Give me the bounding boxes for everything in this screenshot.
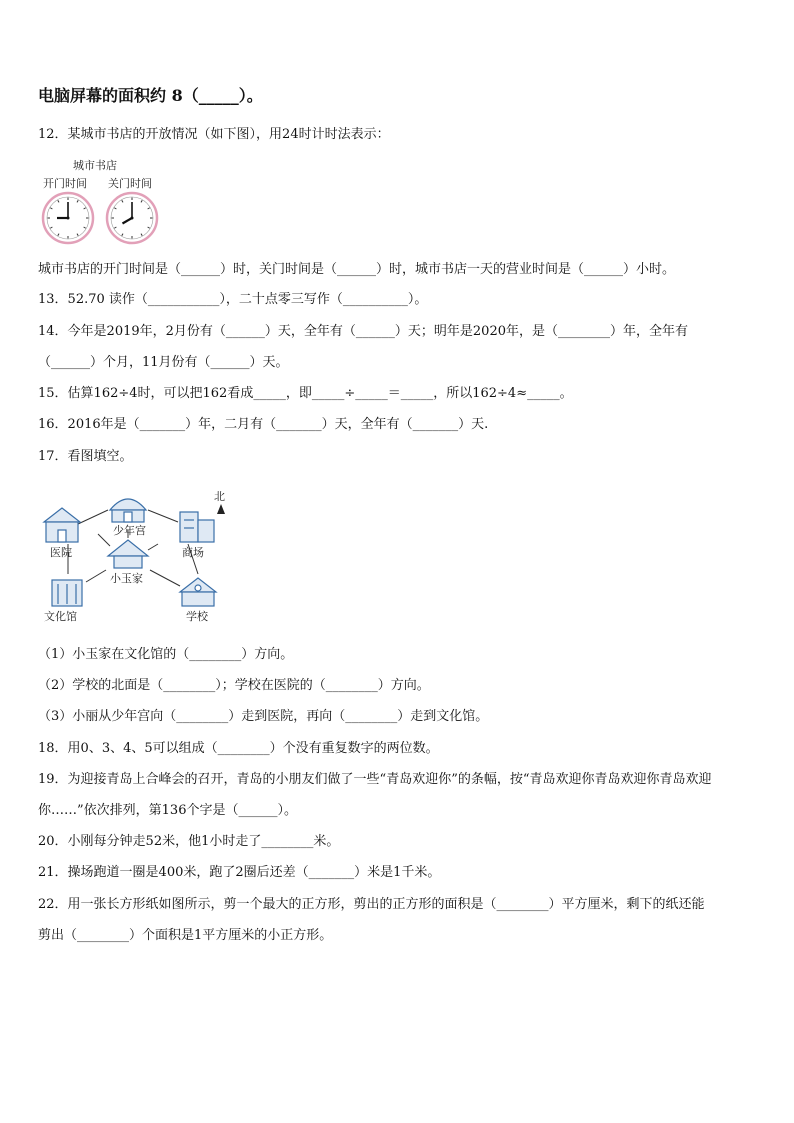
school-label: 学校 [186,610,208,623]
school-building-icon [180,578,216,606]
clock-title: 城市书店 [73,159,117,172]
question-17-part1: （1）小玉家在文化馆的（________）方向。 [38,647,294,662]
question-20: 20．小刚每分钟走52米，他1小时走了________米。 [38,834,340,849]
open-clock [43,193,93,243]
question-22-line2: 剪出（________）个面积是1平方厘米的小正方形。 [38,928,333,943]
shaonian-building-icon [110,499,146,522]
question-14-line1: 14．今年是2019年，2月份有（______）天，全年有（______）天；明年是2020年，是（________）年，全年有 [38,324,688,339]
line-screen-area: 电脑屏幕的面积约 8（_____）。 [38,86,263,105]
question-19-line2: 你……”依次排列，第136个字是（______）。 [38,803,297,818]
question-17-part3: （3）小丽从少年宫向（________）走到医院，再向（________）走到文化馆。 [38,709,489,724]
question-21: 21．操场跑道一圈是400米，跑了2圈后还差（_______）米是1千米。 [38,865,441,880]
question-12: 12．某城市书店的开放情况（如下图），用24时计时法表示： [38,127,390,142]
culture-hall-icon [52,580,82,606]
xiaoyu-home-icon [108,540,148,568]
question-14-line2: （______）个月，11月份有（______）天。 [38,355,289,370]
north-label: 北 [214,490,225,503]
question-19-line1: 19．为迎接青岛上合峰会的召开，青岛的小朋友们做了一些“青岛欢迎你”的条幅，按“青岛欢迎你青岛欢迎你青岛欢迎 [38,772,712,787]
question-16: 16．2016年是（_______）年，二月有（_______）天，全年有（_______）天. [38,417,489,432]
north-arrow-icon [217,504,225,514]
question-18: 18．用0、3、4、5可以组成（________）个没有重复数字的两位数。 [38,741,439,756]
mall-building-icon [180,512,214,542]
xiaoyu-label: 小玉家 [110,572,143,585]
question-17: 17．看图填空。 [38,449,133,464]
culture-hall-label: 文化馆 [44,610,77,623]
question-17-part2: （2）学校的北面是（________）；学校在医院的（________）方向。 [38,678,430,693]
question-15: 15．估算162÷4时，可以把162看成_____，即_____÷_____＝_____，所以162÷4≈_____。 [38,386,573,401]
close-time-label: 关门时间 [108,177,152,190]
hospital-label: 医院 [50,546,72,559]
hospital-building-icon [44,508,80,542]
clock-figure [40,155,170,250]
clocks-svg [40,191,170,253]
mall-label: 商场 [182,546,204,559]
question-12-blanks: 城市书店的开门时间是（______）时，关门时间是（______）时，城市书店一天的营业时间是（______）小时。 [38,262,676,277]
close-clock [107,193,157,243]
map-figure [38,486,248,626]
shaonian-label: 少年宫 [113,524,146,537]
open-time-label: 开门时间 [43,177,87,190]
close-clock-center [131,217,134,220]
open-clock-center [67,217,70,220]
question-22-line1: 22．用一张长方形纸如图所示，剪一个最大的正方形，剪出的正方形的面积是（________）平方厘米，剩下的纸还能 [38,897,705,912]
question-13: 13．52.70 读作（___________），二十点零三写作（__________）。 [38,292,428,307]
